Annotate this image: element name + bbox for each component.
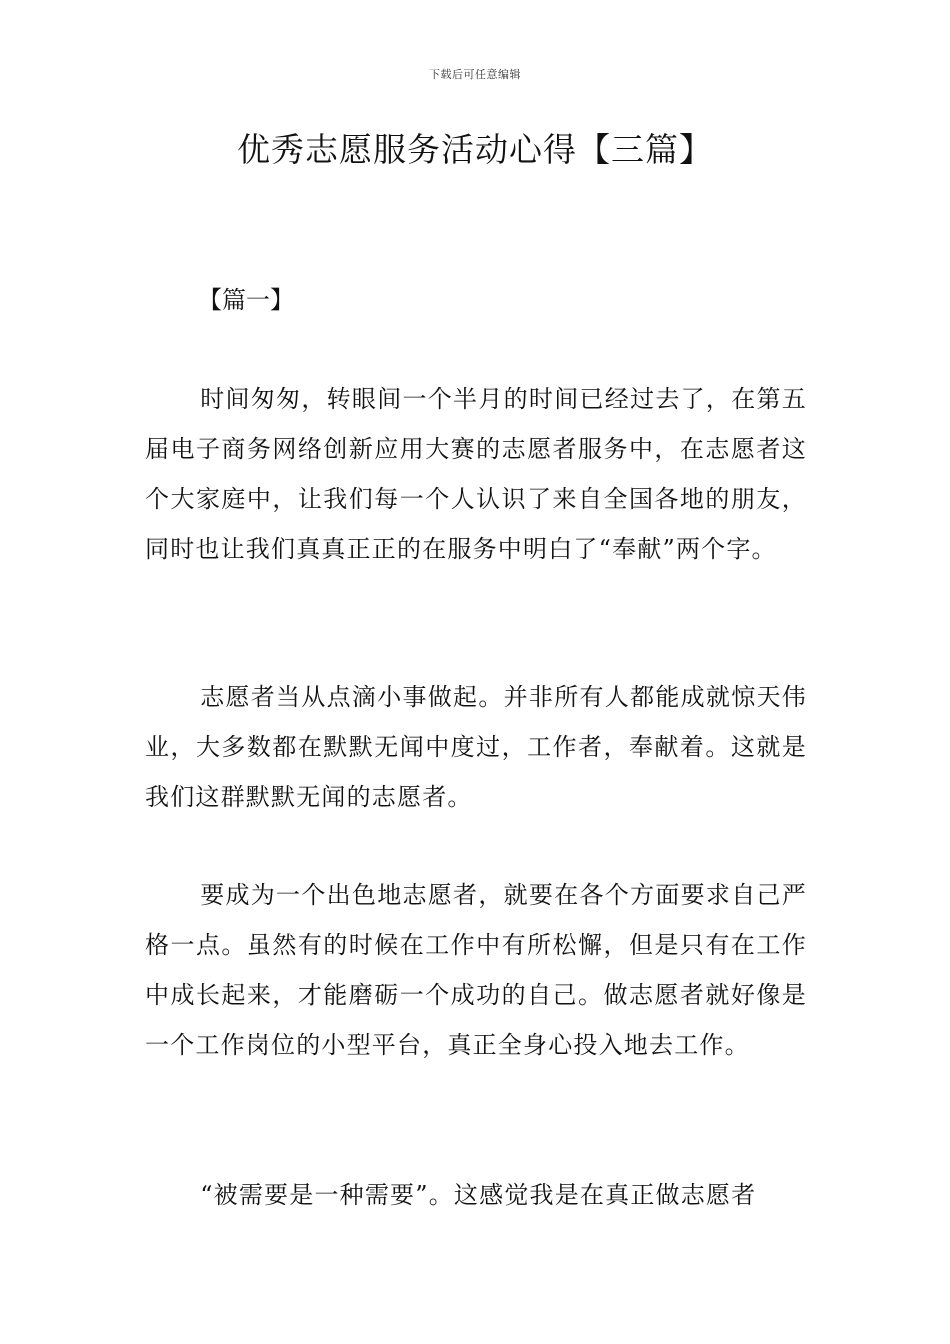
paragraph-2: 志愿者当从点滴小事做起。并非所有人都能成就惊天伟业，大多数都在默默无闻中度过，工作者，奉献着。这就是我们这群默默无闻的志愿者。 [145,683,807,811]
paragraph-4: “被需要是一种需要”。这感觉我是在真正做志愿者 [200,1181,757,1209]
header-note: 下载后可任意编辑 [429,68,521,81]
section-heading: 【篇一】 [198,286,294,314]
paragraph-3: 要成为一个出色地志愿者，就要在各个方面要求自己严格一点。虽然有的时候在工作中有所松懈，但是只有在工作中成长起来，才能磨砺一个成功的自己。做志愿者就好像是一个工作岗位的小型平台，真正全身心投入地去工作。 [145,881,807,1059]
document-title: 优秀志愿服务活动心得【三篇】 [237,130,713,169]
paragraph-1: 时间匆匆，转眼间一个半月的时间已经过去了，在第五届电子商务网络创新应用大赛的志愿者服务中，在志愿者这个大家庭中，让我们每一个人认识了来自全国各地的朋友，同时也让我们真真正正的在服务中明白了“奉献”两个字。 [145,385,807,563]
